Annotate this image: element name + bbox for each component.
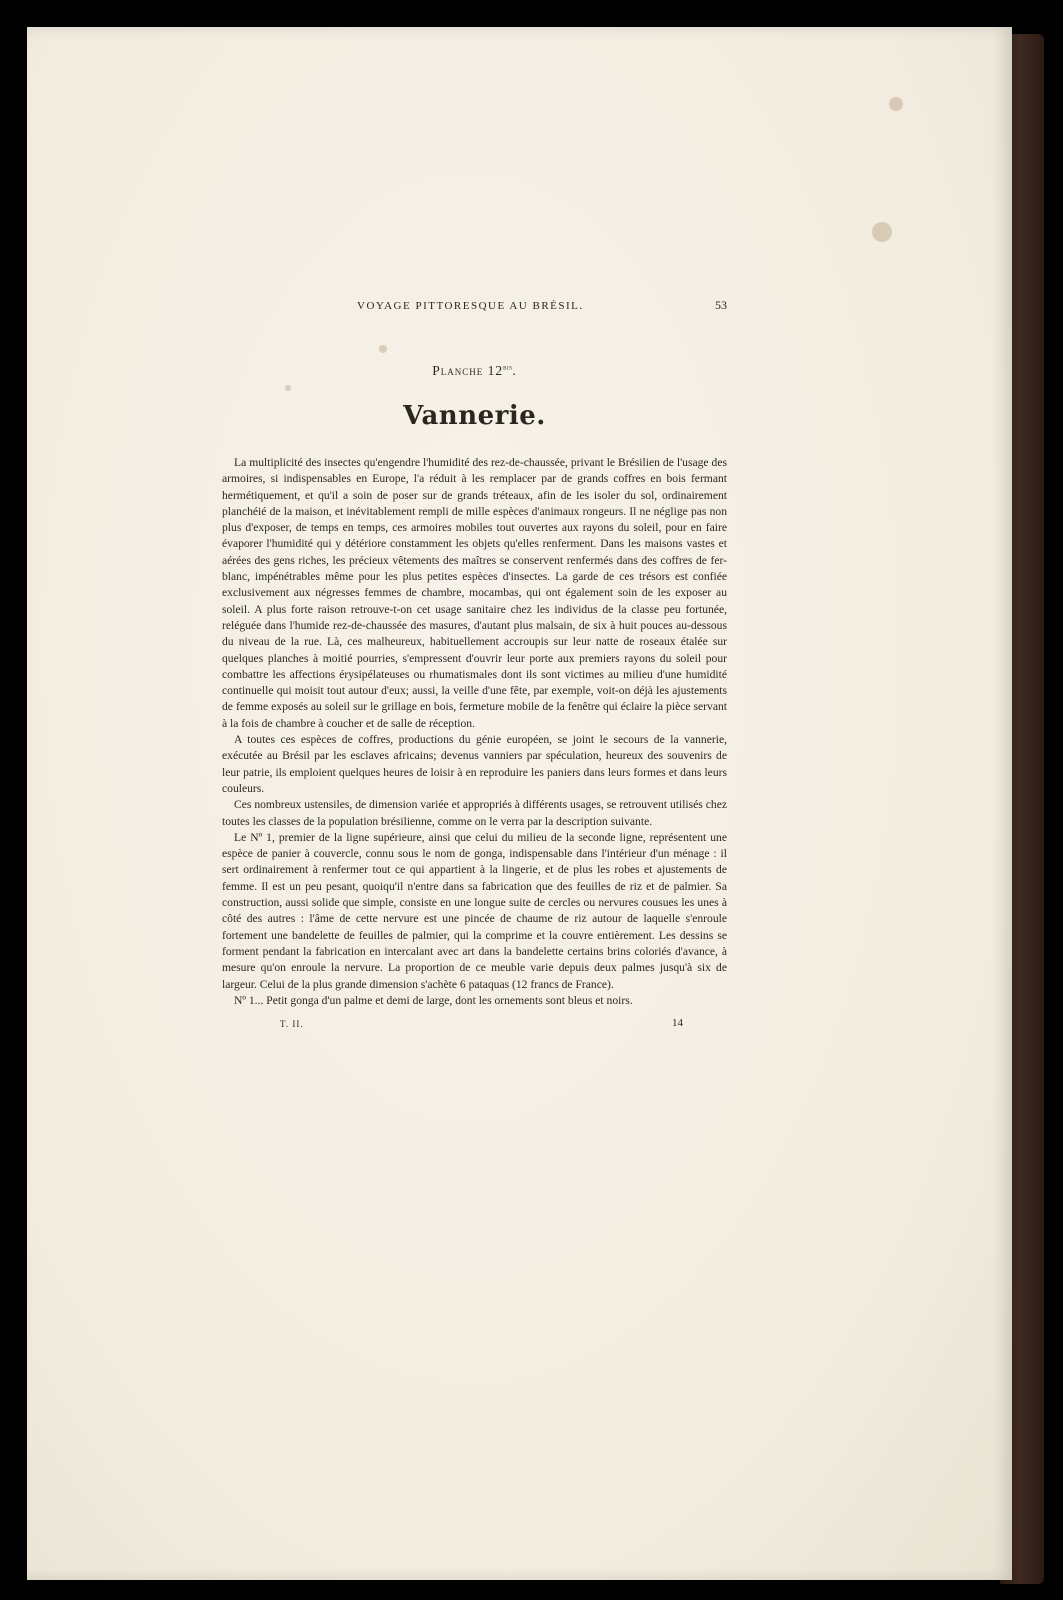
volume-signature: T. II. [280, 1019, 304, 1030]
text-block [222, 297, 727, 1033]
book-page [27, 27, 1012, 1580]
paragraph: A toutes ces espèces de coffres, productions du génie européen, se joint le secours de la vannerie, exécutée au Brésil par les esclaves africains; devenus vanniers par spéculation, heureux des souvenirs de leur patrie, ils emploient quelques heures de loisir à en reproduire les paniers dans leurs formes et dans leurs couleurs. [222, 733, 727, 795]
paragraph: La multiplicité des insectes qu'engendre l'humidité des rez-de-chaussée, privant le Brésilien de l'usage des armoires, si indispensables en Europe, l'a réduit à les remplacer par de grands coffres en bois fermant hermétiquement, et qu'il a soin de poser sur de grands tréteaux, afin de les isoler du sol, ordinairement planchéié de la maison, et inévitablement rempli de mille espèces d'animaux rongeurs. Il ne néglige pas non plus d'exposer, de temps en temps, ces armoires mobiles tout ouvertes aux rayons du soleil, pour en faire évaporer l'humidité qui y détériore constamment les objets qu'elles renferment. Dans les maisons vastes et aérées des gens riches, les précieux vêtements des maîtres se conservent renfermés dans des coffres de fer-blanc, impénétrables même pour les plus petites espèces d'insectes. La garde de ces trésors est confiée exclusivement aux négresses femmes de chambre, mocambas, qui ont également soin de les exposer au soleil. A plus forte raison retrouve-t-on cet usage sanitaire chez les individus de la classe peu fortunée, reléguée dans l'humide rez-de-chaussée des masures, d'autant plus malsain, de six à huit pouces au-dessous du niveau de la rue. Là, ces malheureux, habituellement accroupis sur leur natte de roseaux étalée sur quelques planches à moitié pourries, s'empressent d'ouvrir leur porte aux premiers rayons du soleil pour combattre les affections érysipélateuses ou rhumatismales dont ils sont victimes au milieu d'une humidité continuelle qui moisit tout autour d'eux; aussi, la veille d'une fête, par exemple, voit-on déjà les ajustements de femme exposés au soleil sur le grillage en bois, fermeture mobile de la fenêtre qui éclaire la pièce servant à la fois de chambre à coucher et de salle de réception. [222, 456, 727, 730]
foxing-spot [889, 97, 903, 111]
page-number: 53 [715, 298, 727, 312]
paragraph: Ces nombreux ustensiles, de dimension variée et appropriés à différents usages, se retrouvent utilisés chez toutes les classes de la population brésilienne, comme on le verra par la description suivante. [222, 798, 727, 828]
gathering-number: 14 [672, 1017, 683, 1030]
section-heading: Vannerie. [403, 401, 546, 431]
running-head [222, 297, 727, 317]
page-footer [222, 1017, 727, 1033]
plate-label-period: . [512, 363, 517, 378]
plate-label-text: Planche 12 [432, 363, 504, 378]
foxing-spot [872, 222, 892, 242]
body-text [222, 455, 727, 1009]
running-head-title: VOYAGE PITTORESQUE AU BRÉSIL. [357, 300, 584, 312]
plate-label [222, 363, 727, 379]
plate-label-superscript: bis [503, 363, 513, 372]
paragraph: Nº 1... Petit gonga d'un palme et demi de large, dont les ornements sont bleus et noirs. [234, 993, 633, 1007]
paragraph: Le Nº 1, premier de la ligne supérieure, ainsi que celui du milieu de la seconde ligne, représentent une espèce de panier à couvercle, connu sous le nom de gonga, indispensable dans l'intérieur d'un ménage : il sert ordinairement à renfermer tout ce qui appartient à la lingerie, et de plus les robes et ajustements de femme. Il est un peu pesant, quoiqu'il n'entre dans sa fabrication que des feuilles de riz et de palmier. Sa construction, aussi solide que simple, consiste en une longue suite de cercles ou nervures cousues les unes à côté des autres : l'âme de cette nervure est une pincée de chaume de riz autour de laquelle s'enroule fortement une bandelette de feuilles de palmier, qui la comprime et la couvre entièrement. Les dessins se forment pendant la fabrication en intercalant avec art dans la bandelette certains brins coloriés d'avance, à mesure qu'on enroule la nervure. La proportion de ce meuble varie depuis deux palmes jusqu'à six de largeur. Celui de la plus grande dimension s'achète 6 pataquas (12 francs de France). [222, 830, 727, 991]
